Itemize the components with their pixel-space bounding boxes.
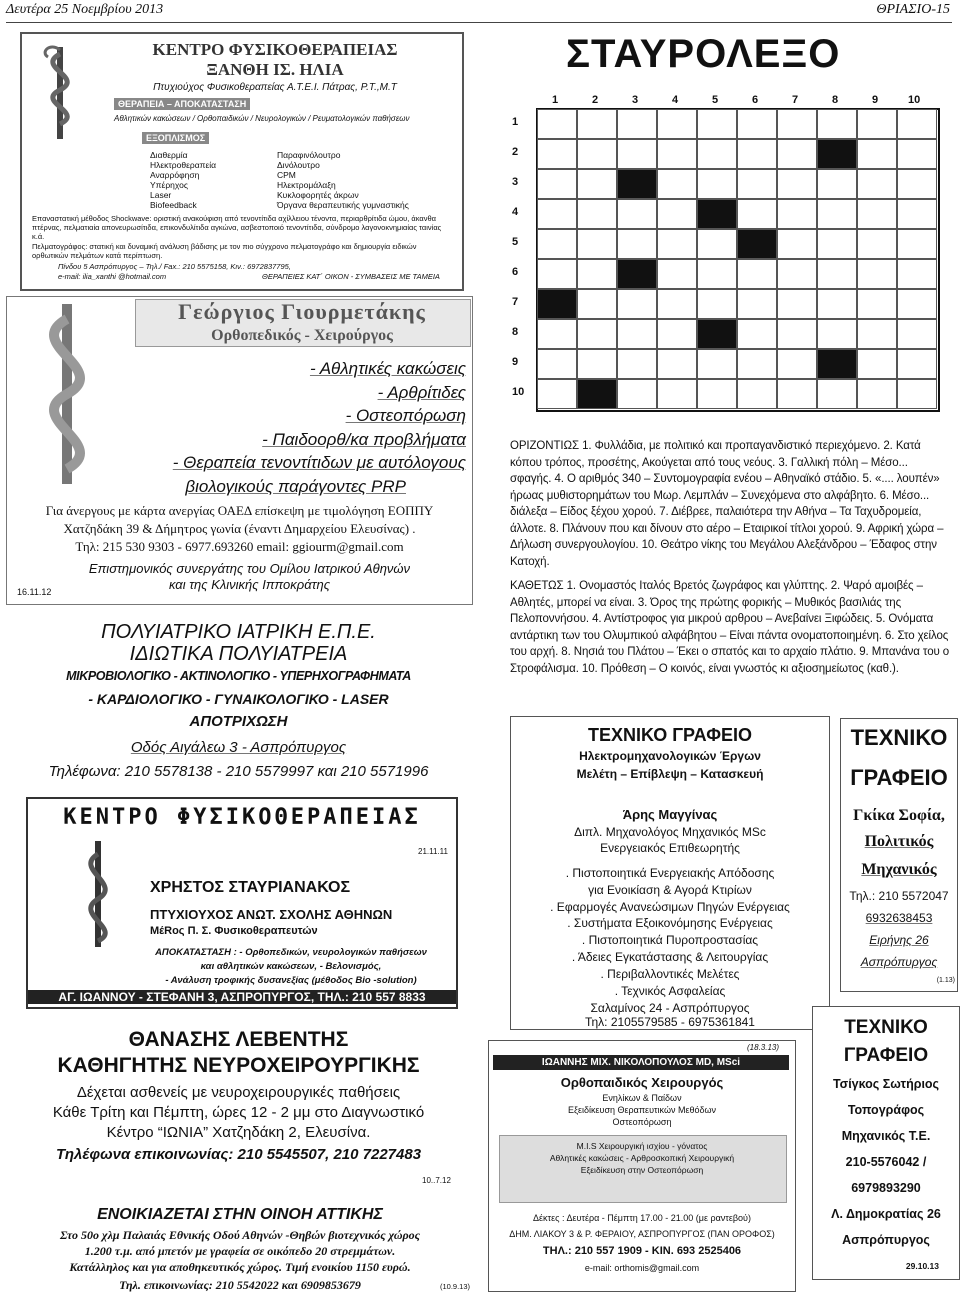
page-section: ΘΡΙΑΣΙΟ-15 <box>876 2 950 17</box>
ad9-title: Ορθοπαιδικός Χειρουργός <box>560 1075 724 1090</box>
crossword-cell[interactable] <box>737 259 777 289</box>
ad6-t4: Τηλ. επικοινωνίας: 210 5542022 και 6909853679 <box>119 1278 361 1292</box>
crossword-cell[interactable] <box>777 289 817 319</box>
ad2-name: Γεώργιος Γιουρμετάκης <box>178 299 426 324</box>
ad10-l2: ΓΡΑΦΕΙΟ <box>843 1045 929 1066</box>
ad9-d3: Εξειδίκευση στην Οστεοπόρωση <box>580 1165 704 1175</box>
crossword-cell[interactable] <box>537 379 577 409</box>
ad5-t4: Τηλέφωνα επικοινωνίας: 210 5545507, 210 7227483 <box>55 1146 422 1163</box>
ad7-deg2: Ενεργειακός Επιθεωρητής <box>600 841 740 855</box>
ad8-l1: ΤΕΧΝΙΚΟ <box>850 725 948 750</box>
ad1-bullet2: Πελματογράφος: στατική και δυναμική ανάλυση βάδισης με τον πιο σύγχρονο πελματογράφο και δημιουργία ειδικών ορθωτικών πελμάτων κατά περίπτωση. <box>32 242 417 260</box>
crossword-cell[interactable] <box>897 199 937 229</box>
crossword-col-labels: 1 2 3 4 5 6 7 8 9 10 <box>552 94 921 106</box>
ad-polyiatriko <box>6 615 471 785</box>
crossword-cell[interactable] <box>737 109 777 139</box>
ad4-name: ΧΡΗΣΤΟΣ ΣΤΑΥΡΙΑΝΑΚΟΣ <box>150 879 351 896</box>
crossword-cell[interactable] <box>657 199 697 229</box>
crossword-cell[interactable] <box>657 289 697 319</box>
crossword-cell[interactable] <box>537 139 577 169</box>
crossword-cell[interactable] <box>777 109 817 139</box>
caduceus-icon <box>30 42 90 142</box>
crossword-cell[interactable] <box>577 289 617 319</box>
ad1-eq-left: Διαθερμία Ηλεκτροθεραπεία Αναρρόφηση Υπέρηχος Laser Biofeedback <box>150 150 217 210</box>
crossword-black-cell <box>817 139 857 169</box>
crossword-cell[interactable] <box>857 379 897 409</box>
ad2-line3: Τηλ: 215 530 9303 - 6977.693260 email: ggiourm@gmail.com <box>75 539 404 554</box>
ad1-addr1: Πίνδου 5 Ασπρόπυργος – Τηλ./ Fax.: 210 5575158, Κιν.: 6972837795, <box>58 262 291 271</box>
ad2-services: - Αθλητικές κακώσεις - Αρθρίτιδες - Οστεοπόρωση - Παιδοορθ/κα προβλήματα - Θεραπεία τενοντίτιδων με αυτόλογους βιολογικούς παράγοντες PRP <box>172 359 466 496</box>
crossword-cell[interactable] <box>697 229 737 259</box>
crossword-cell[interactable] <box>657 379 697 409</box>
crossword-cell[interactable] <box>577 349 617 379</box>
ad10-city: Ασπρόπυργος <box>842 1233 930 1247</box>
ad-orthopedic-giourmetakis <box>6 296 473 605</box>
crossword-black-cell <box>577 379 617 409</box>
crossword-row-labels: 1 2 3 4 5 6 7 8 9 10 <box>512 116 525 398</box>
crossword-cell[interactable] <box>857 319 897 349</box>
ad-orthopedic-nikolopoulos <box>488 1040 796 1292</box>
ad5-name: ΘΑΝΑΣΗΣ ΛΕΒΕΝΤΗΣ <box>128 1028 349 1051</box>
crossword-cell[interactable] <box>857 139 897 169</box>
ad3-l1: ΠΟΛΥΙΑΤΡΙΚΟ ΙΑΤΡΙΚΗ Ε.Π.Ε. <box>101 621 376 643</box>
ad1-addr3: ΘΕΡΑΠΕΙΕΣ ΚΑΤ΄ ΟΙΚΟΝ - ΣΥΜΒΑΣΕΙΣ ΜΕ ΤΑΜΕΙΑ <box>262 272 440 281</box>
ad4-t1: ΑΠΟΚΑΤΑΣΤΑΣΗ : - Ορθοπεδικών, νευρολογικών παθήσεων <box>155 947 427 958</box>
crossword-cell[interactable] <box>777 259 817 289</box>
ad9-date: (18.3.13) <box>747 1043 780 1052</box>
crossword-cell[interactable] <box>537 199 577 229</box>
crossword-cell[interactable] <box>617 199 657 229</box>
crossword-cell[interactable] <box>777 229 817 259</box>
ad5-t1: Δέχεται ασθενείς με νευροχειρουργικές παθήσεις <box>76 1084 401 1101</box>
ad6-t1: Στο 50ο χλμ Παλαιάς Εθνικής Οδού Αθηνών -Θηβών βιοτεχνικός χώρος <box>59 1228 421 1242</box>
crossword-cell[interactable] <box>857 169 897 199</box>
crossword-cell[interactable] <box>537 169 577 199</box>
crossword-cell[interactable] <box>657 109 697 139</box>
crossword-cell[interactable] <box>737 139 777 169</box>
ad6-t3: Κατάλληλος και για αποθηκευτικός χώρος. Τιμή ενοικίου 1150 ευρώ. <box>69 1260 411 1274</box>
ad9-s3: Οστεοπόρωση <box>612 1117 672 1127</box>
ad8-name: Γκίκα Σοφία, <box>853 807 945 824</box>
ad7-addr: Σαλαμίνος 24 - Ασπρόπυργος <box>590 1001 750 1015</box>
ad-tech-office-gkika <box>840 718 958 992</box>
crossword-title: ΣΤΑΥΡΟΛΕΞΟ <box>566 32 841 76</box>
crossword-cell[interactable] <box>697 169 737 199</box>
crossword-black-cell <box>617 259 657 289</box>
crossword-black-cell <box>737 229 777 259</box>
ad8-date: (1.13) <box>936 977 955 984</box>
ad2-line4: Επιστημονικός συνεργάτης του Ομίλου Ιατρικού Αθηνών <box>88 561 411 576</box>
crossword-cell[interactable] <box>537 259 577 289</box>
crossword-cell[interactable] <box>857 199 897 229</box>
crossword-cell[interactable] <box>537 349 577 379</box>
ad7-name: Άρης Μαγγίνας <box>622 807 718 822</box>
crossword-cell[interactable] <box>657 139 697 169</box>
ad1-addr2: e-mail: ilia_xanthi @hotmail.com <box>58 272 167 281</box>
crossword-cell[interactable] <box>777 199 817 229</box>
ad10-p1: Τοπογράφος <box>847 1103 925 1117</box>
crossword-cell[interactable] <box>897 379 937 409</box>
ad2-title: Ορθοπεδικός - Χειρούργος <box>211 327 393 344</box>
crossword-cell[interactable] <box>617 229 657 259</box>
ad4-head: ΚΕΝΤΡΟ ΦΥΣΙΚΟΘΕΡΑΠΕΙΑΣ <box>63 805 421 830</box>
ad-tech-office-tsigkos <box>812 1006 960 1280</box>
ad7-tel: Τηλ: 2105579585 - 6975361841 <box>585 1015 755 1029</box>
crossword-cell[interactable] <box>817 259 857 289</box>
crossword-cell[interactable] <box>817 289 857 319</box>
crossword-cell[interactable] <box>657 349 697 379</box>
ad4-t3: - Ανάλυση τροφικής δυσανεξίας (μέθοδος Bio -solution) <box>165 975 417 986</box>
ad2-line1: Για άνεργους με κάρτα ανεργίας ΟΑΕΔ επίσκεψη με τιμολόγηση ΕΟΠΠΥ <box>45 503 434 518</box>
ad1-sub: Πτυχιούχος Φυσικοθεραπείας Α.Τ.Ε.Ι. Πάτρας, Ρ.Τ.,Μ.Τ <box>153 82 397 93</box>
ad6-t2: 1.200 τ.μ. από μπετόν με γραφεία σε οικόπεδο 20 στρεμμάτων. <box>84 1244 396 1258</box>
crossword-cell[interactable] <box>817 379 857 409</box>
crossword-cell[interactable] <box>817 109 857 139</box>
crossword-cell[interactable] <box>817 319 857 349</box>
ad-physio-stavrianakos <box>26 797 458 1009</box>
crossword-black-cell <box>697 199 737 229</box>
crossword-cell[interactable] <box>697 379 737 409</box>
ad3-l2: ΙΔΙΩΤΙΚΑ ΠΟΛΥΙΑΤΡΕΙΑ <box>129 643 348 665</box>
ad7-title: ΤΕΧΝΙΚΟ ΓΡΑΦΕΙΟ <box>588 725 752 745</box>
crossword-cell[interactable] <box>697 349 737 379</box>
ad1-equipment: ΕΞΟΠΛΙΣΜΟΣ <box>142 132 209 144</box>
ad9-s2: Εξειδίκευση Θεραπευτικών Μεθόδων <box>567 1105 717 1115</box>
ad9-name: ΙΩΑΝΝΗΣ ΜΙΧ. ΝΙΚΟΛΟΠΟΥΛΟΣ MD, MSci <box>493 1055 789 1070</box>
ad-rental-oinoi <box>6 1202 474 1298</box>
ad10-date: 29.10.13 <box>905 1261 939 1271</box>
crossword-cell[interactable] <box>657 229 697 259</box>
ad7-deg1: Διπλ. Μηχανολόγος Μηχανικός MSc <box>574 825 766 839</box>
ad5-t3: Κέντρο “ΙΩΝΙΑ” Χατζηδάκη 2, Ελευσίνα. <box>106 1124 371 1141</box>
ad5-title: ΚΑΘΗΓΗΤΗΣ ΝΕΥΡΟΧΕΙΡΟΥΡΓΙΚΗΣ <box>57 1054 420 1077</box>
ad6-date: (10.9.13) <box>440 1282 471 1291</box>
crossword-cell[interactable] <box>777 139 817 169</box>
ad1-name2: ΞΑΝΘΗ ΙΣ. ΗΛΙΑ <box>206 60 344 79</box>
ad8-city: Ασπρόπυργος <box>860 955 938 969</box>
caduceus-icon <box>17 299 117 489</box>
crossword-cell[interactable] <box>617 139 657 169</box>
ad7-sub2: Μελέτη – Επίβλεψη – Κατασκευή <box>576 767 764 781</box>
crossword-cell[interactable] <box>897 139 937 169</box>
crossword-cell[interactable] <box>697 109 737 139</box>
crossword-cell[interactable] <box>897 259 937 289</box>
crossword-cell[interactable] <box>897 229 937 259</box>
crossword-cell[interactable] <box>537 109 577 139</box>
ad1-bullet1: Επαναστατική μέθοδος Shockwave: οριστική ανακούφιση από τενοντίτιδα αχίλλειου τένοντα, περιαρθρίτιδα ώμου, άκανθα πτέρνας, πελματιαία απονευρωσίτιδα, επικονδυλίτιδα αγκώνα, ασβεστοποιό τενοντίτιδα, σύνδρομο λαγονοκνημιαίας ταινίας κ.ά. <box>32 214 442 241</box>
ad1-eq-right: Παραφινόλουτρο Δινόλουτρο CPM Ηλεκτρομάλαξη Κυκλοφορητές άκρων Όργανα θεραπευτικής γυμναστικής <box>277 150 409 210</box>
crossword-cell[interactable] <box>857 229 897 259</box>
ad8-mob: 6932638453 <box>865 911 933 925</box>
crossword-cell[interactable] <box>737 289 777 319</box>
caduceus-icon <box>68 839 128 949</box>
crossword-cell[interactable] <box>857 259 897 289</box>
crossword-cell[interactable] <box>537 229 577 259</box>
ad3-l3: ΜΙΚΡΟΒΙΟΛΟΓΙΚΟ - ΑΚΤΙΝΟΛΟΓΙΚΟ - ΥΠΕΡΗΧΟΓΡΑΦΗΜΑΤΑ <box>66 669 411 683</box>
ad5-t2: Κάθε Τρίτη και Πέμπτη, ώρες 12 - 2 μμ στο Διαγνωστικό <box>52 1104 425 1121</box>
crossword-cell[interactable] <box>857 289 897 319</box>
crossword-cell[interactable] <box>817 169 857 199</box>
ad4-deg2: ΜέRος Π. Σ. Φυσικοθεραπευτών <box>150 925 318 937</box>
crossword-cell[interactable] <box>577 319 617 349</box>
ad7-sub1: Ηλεκτρομηχανολογικών Έργων <box>579 749 761 763</box>
ad-physio-xanthi <box>20 32 464 291</box>
ad10-tel: 210-5576042 / <box>845 1155 927 1169</box>
crossword-cell[interactable] <box>577 169 617 199</box>
ad10-addr: Λ. Δημοκρατίας 26 <box>831 1207 941 1221</box>
ad8-p2: Μηχανικός <box>861 861 937 878</box>
ad8-p1: Πολιτικός <box>864 833 934 850</box>
ad3-l6: Οδός Αιγάλεω 3 - Ασπρόπυργος <box>130 739 347 756</box>
ad1-name1: ΚΕΝΤΡΟ ΦΥΣΙΚΟΘΕΡΑΠΕΙΑΣ <box>152 40 398 59</box>
crossword-cell[interactable] <box>617 349 657 379</box>
crossword-cell[interactable] <box>617 319 657 349</box>
ad1-therapy: ΘΕΡΑΠΕΙΑ – ΑΠΟΚΑΤΑΣΤΑΣΗ <box>114 98 250 110</box>
crossword-black-cell <box>537 289 577 319</box>
ad4-t2: και αθλητικών κακώσεων, - Βελονισμός, <box>200 961 382 972</box>
crossword-grid[interactable] <box>536 108 940 412</box>
ad1-injuries: Αθλητικών κακώσεων / Ορθοπαιδικών / Νευρολογικών / Ρευματολογικών παθήσεων <box>114 114 410 123</box>
crossword-cell[interactable] <box>697 139 737 169</box>
ad8-tel: Τηλ.: 210 5572047 <box>849 889 949 903</box>
ad10-p2: Μηχανικός Τ.Ε. <box>841 1129 931 1143</box>
ad9-mail: e-mail: orthomis@gmail.com <box>584 1263 700 1273</box>
ad8-l2: ΓΡΑΦΕΙΟ <box>850 765 948 790</box>
ad9-addr: ΔΗΜ. ΛΙΑΚΟΥ 3 & Ρ. ΦΕΡΑΙΟΥ, ΑΣΠΡΟΠΥΡΓΟΣ (ΠΑΝ ΟΡΟΦΟΣ) <box>509 1229 775 1239</box>
crossword-cell[interactable] <box>777 319 817 349</box>
crossword-cell[interactable] <box>697 259 737 289</box>
ad2-line5: και της Κλινικής Ιπποκράτης <box>168 577 331 592</box>
crossword-cell[interactable] <box>817 199 857 229</box>
crossword-black-cell <box>617 169 657 199</box>
ad3-l5: ΑΠΟΤΡΙΧΩΣΗ <box>189 713 288 730</box>
crossword-cell[interactable] <box>777 379 817 409</box>
ad2-line2: Χατζηδάκη 39 & Δήμητρος γωνία (έναντι Δημαρχείου Ελευσίνας) . <box>63 521 416 536</box>
ad6-title: ΕΝΟΙΚΙΑΖΕΤΑΙ ΣΤΗΝ ΟΙΝΟΗ ΑΤΤΙΚΗΣ <box>97 1206 383 1223</box>
crossword-cell[interactable] <box>577 109 617 139</box>
page-date: Δευτέρα 25 Νοεμβρίου 2013 <box>6 2 164 17</box>
ad3-l4: - ΚΑΡΔΙΟΛΟΓΙΚΟ - ΓΥΝΑΙΚΟΛΟΓΙΚΟ - LASER <box>88 691 389 707</box>
crossword-cell[interactable] <box>737 169 777 199</box>
crossword-cell[interactable] <box>777 349 817 379</box>
ad4-deg1: ΠΤΥΧΙΟΥΧΟΣ ΑΝΩΤ. ΣΧΟΛΗΣ ΑΘΗΝΩΝ <box>150 907 393 922</box>
crossword-cell[interactable] <box>657 169 697 199</box>
ad10-name: Τσίγκος Σωτήριος <box>832 1077 940 1091</box>
crossword-cell[interactable] <box>737 349 777 379</box>
ad4-foot: ΑΓ. ΙΩΑΝΝΟΥ - ΣΤΕΦΑΝΗ 3, ΑΣΠΡΟΠΥΡΓΟΣ, ΤΗΛ.: 210 557 8833 <box>28 990 456 1004</box>
crossword-cell[interactable] <box>537 319 577 349</box>
crossword-cell[interactable] <box>617 289 657 319</box>
crossword-cell[interactable] <box>617 109 657 139</box>
crossword-cell[interactable] <box>577 259 617 289</box>
crossword-cell[interactable] <box>577 199 617 229</box>
crossword-black-cell <box>817 349 857 379</box>
ad9-hours: Δέκτες : Δευτέρα - Πέμπτη 17.00 - 21.00 (με ραντεβού) <box>533 1213 751 1223</box>
crossword-cell[interactable] <box>657 259 697 289</box>
crossword-cell[interactable] <box>737 319 777 349</box>
crossword-cell[interactable] <box>897 169 937 199</box>
ad2-date: 16.11.12 <box>17 587 52 597</box>
ad-neurosurgeon-leventis <box>6 1024 471 1194</box>
ad-tech-office-magginas <box>510 716 830 1030</box>
ad9-s1: Ενηλίκων & Παίδων <box>602 1093 682 1103</box>
crossword-cell[interactable] <box>897 349 937 379</box>
crossword-cell[interactable] <box>897 109 937 139</box>
ad7-items: . Πιστοποιητικά Ενεργειακής Απόδοσης για Ενοικίαση & Αγορά Κτιρίων . Εφαρμογές Ανανεώσιμων Πηγών Ενέργειας . Συστήματα Εξοικονόμησης Ενέργειας . Πιστοποιητικά Πυροπροστασίας . Άδειες Εγκατάστασης & Λειτουργίας . Περιβαλλοντικές Μελέτες . Τεχνικός Ασφαλείας <box>550 866 790 998</box>
crossword-cell[interactable] <box>777 169 817 199</box>
ad10-mob: 6979893290 <box>851 1181 921 1195</box>
crossword-down: ΚΑΘΕΤΩΣ 1. Ονομαστός Ιταλός Βρετός ζωγράφος και γλύπτης. 2. Ψαρό αμοιβές – Αθλητές, μπορεί να είναι. 3. Όρος της πρώτης φορικής – Μυθικός βασιλιάς της Πελοποννήσου. 4. Αντίστροφος για μικρού αρθρου – Ανεβαίνει Ξιφώδεις. 5. Ονόματα αντάρτικη των του Ολυμπικού αλφάβητου – Είναι πάντα ονοματοποιημένη. 6. Στο χείλος του αρχή. 8. Νησιά του Πλάτου – Έκει ο σπατός και το αρχαίο πλάτιο. 9. Μπανάνα του ο Στροφάλισμα. 10. Πρόθεση – Ο κοινός, είναι γνωστός κι αξιοσημείωτος (καθ.). <box>510 580 950 675</box>
crossword-cell[interactable] <box>857 349 897 379</box>
ad4-date: 21.11.11 <box>418 847 448 856</box>
ad3-l7: Τηλέφωνα: 210 5578138 - 210 5579997 και 210 5571996 <box>48 763 429 780</box>
crossword-cell[interactable] <box>817 229 857 259</box>
crossword-cell[interactable] <box>857 109 897 139</box>
crossword-cell[interactable] <box>657 319 697 349</box>
ad8-addr: Ειρήνης 26 <box>869 933 929 947</box>
crossword-black-cell <box>697 319 737 349</box>
ad9-d1: M.I.S Χειρουργική ισχίου - γόνατος <box>576 1141 708 1151</box>
crossword-cell[interactable] <box>617 379 657 409</box>
ad9-d2: Αθλητικές κακώσεις - Αρθροσκοπική Χειρουργική <box>549 1153 735 1163</box>
crossword-across: ΟΡΙΖΟΝΤΙΩΣ 1. Φυλλάδια, με πολιτικό και προπαγανδιστικό περιεχόμενο. 2. Κατά κόπου τρόπος, προσέτης, Ακούγεται από τους νεόυς. 3. Γαλλική πόλη – Μέσο... σφαγής. 4. Ο αριθμός 340 – Συντομογραφία ενέου – Αθηναϊκό στάδιο. 5. «.... λουπέν» ήρωας μυθιστορημάτων του Μωρ. Λεμπλάν – Συνεχόμενα στο αλφάβητο. 6. Μέσο... διάλεξα – Είδος ξέχου χορού. 7. Διέβρεε, παλαιότερα την Αθήνα – Τα Ταχυδρομεία, άλλοτε. 8. Πλάνουν που και δίνουν στο αέρο – Εταιρικοί τίτλοι χορού. 9. Αφρική χώρα – Δήλωση συνεργουλογίου. 10. Θεάτρο νίκης του Μεγάλου Αλεξάνδρου – Έδαφος στην Κατοχή. <box>510 440 944 568</box>
crossword-cell[interactable] <box>737 199 777 229</box>
crossword-cell[interactable] <box>577 229 617 259</box>
crossword-cell[interactable] <box>577 139 617 169</box>
crossword-cell[interactable] <box>697 289 737 319</box>
crossword-cell[interactable] <box>897 289 937 319</box>
crossword-cell[interactable] <box>737 379 777 409</box>
ad9-tel: ΤΗΛ.: 210 557 1909 - ΚΙΝ. 693 2525406 <box>542 1245 742 1257</box>
crossword-cell[interactable] <box>897 319 937 349</box>
ad5-date: 10..7.12 <box>422 1176 451 1185</box>
ad10-l1: ΤΕΧΝΙΚΟ <box>844 1017 928 1038</box>
